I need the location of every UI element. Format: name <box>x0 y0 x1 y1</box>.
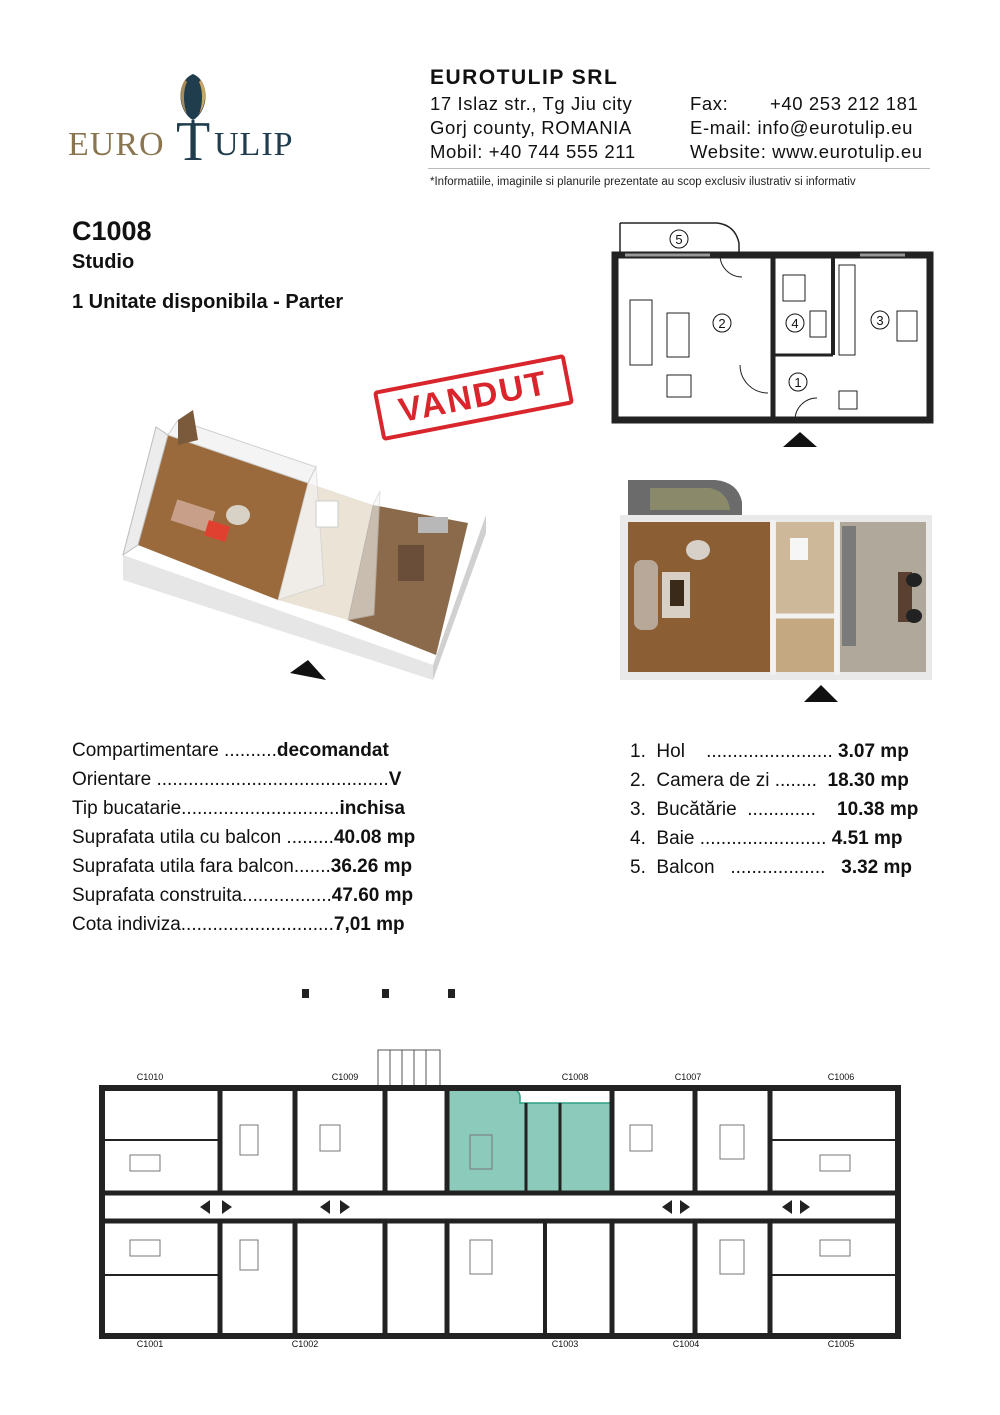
unit-availability: 1 Unitate disponibila - Parter <box>72 291 344 313</box>
spec-row-orientare: Orientare ............................................V <box>72 769 402 790</box>
unit-label-c1001: C1001 <box>136 1339 164 1349</box>
room-row-balcon: 5. Balcon .................. 3.32 mp <box>630 857 913 878</box>
spec-row-compartimentare: Compartimentare ..........decomandat <box>72 740 389 761</box>
spec-row-construita: Suprafata construita.................47.60 mp <box>72 885 414 906</box>
email: E-mail: info@eurotulip.eu <box>690 117 913 138</box>
unit-label-c1006: C1006 <box>827 1072 855 1082</box>
unit-label-c1008: C1008 <box>561 1072 589 1082</box>
logo-suffix: ULIP <box>214 126 294 163</box>
fax-number: +40 253 212 181 <box>770 93 919 114</box>
spec-row-cota-indiviza: Cota indiviza.............................7,01 mp <box>72 914 405 935</box>
spec-row-utila-fara-balcon: Suprafata utila fara balcon.......36.26 mp <box>72 856 413 877</box>
company-name: EUROTULIP SRL <box>430 66 619 89</box>
svg-text:3: 3 <box>876 313 884 328</box>
unit-label-c1010: C1010 <box>136 1072 164 1082</box>
unit-label-c1002: C1002 <box>291 1339 319 1349</box>
company-address-line2: Gorj county, ROMANIA <box>430 117 632 138</box>
header-divider <box>428 168 930 169</box>
company-mobile: Mobil: +40 744 555 211 <box>430 141 636 162</box>
svg-text:4: 4 <box>791 316 799 331</box>
logo-prefix: EURO <box>68 126 165 163</box>
unit-label-c1009: C1009 <box>331 1072 359 1082</box>
room-row-bucatarie: 3. Bucătărie ............. 10.38 mp <box>630 799 919 820</box>
entrance-arrow-icon <box>783 432 817 447</box>
company-address-line1: 17 Islaz str., Tg Jiu city <box>430 93 633 114</box>
room-row-baie: 4. Baie ........................ 4.51 mp <box>630 828 903 849</box>
unit-label-c1004: C1004 <box>672 1339 700 1349</box>
spec-row-tip-bucatarie: Tip bucatarie..............................inchisa <box>72 798 405 819</box>
unit-label-c1007: C1007 <box>674 1072 702 1082</box>
entrance-arrow-icon <box>290 660 326 680</box>
fax-label: Fax: <box>690 93 729 114</box>
plan-label-4 <box>786 314 804 332</box>
building-floor-plan <box>90 985 910 1350</box>
unit-label-c1003: C1003 <box>551 1339 579 1349</box>
disclaimer: *Informatiile, imaginile si planurile prezentate au scop exclusiv ilustrativ si informativ <box>430 176 856 188</box>
svg-text:5: 5 <box>675 232 683 247</box>
plan-label-1 <box>789 373 807 391</box>
sold-stamp: VANDUT <box>373 354 574 441</box>
svg-text:1: 1 <box>794 375 802 390</box>
svg-text:2: 2 <box>718 316 726 331</box>
logo-initial: T <box>176 111 211 173</box>
eurotulip-logo <box>68 70 328 173</box>
plan-label-3 <box>871 311 889 329</box>
room-row-camera-de-zi: 2. Camera de zi ........ 18.30 mp <box>630 770 909 791</box>
plan-label-2 <box>713 314 731 332</box>
entrance-arrow-icon <box>804 685 838 702</box>
render-3d-isometric <box>118 405 498 685</box>
website: Website: www.eurotulip.eu <box>690 141 923 162</box>
unit-type: Studio <box>72 251 135 273</box>
plan-label-5 <box>670 230 688 248</box>
unit-label-c1005: C1005 <box>827 1339 855 1349</box>
room-row-hol: 1. Hol ........................ 3.07 mp <box>630 741 909 762</box>
floor-plan-2d <box>605 215 935 450</box>
spec-row-utila-cu-balcon: Suprafata utila cu balcon .........40.08 mp <box>72 827 416 848</box>
unit-code: C1008 <box>72 216 152 246</box>
render-top-view <box>620 480 932 705</box>
